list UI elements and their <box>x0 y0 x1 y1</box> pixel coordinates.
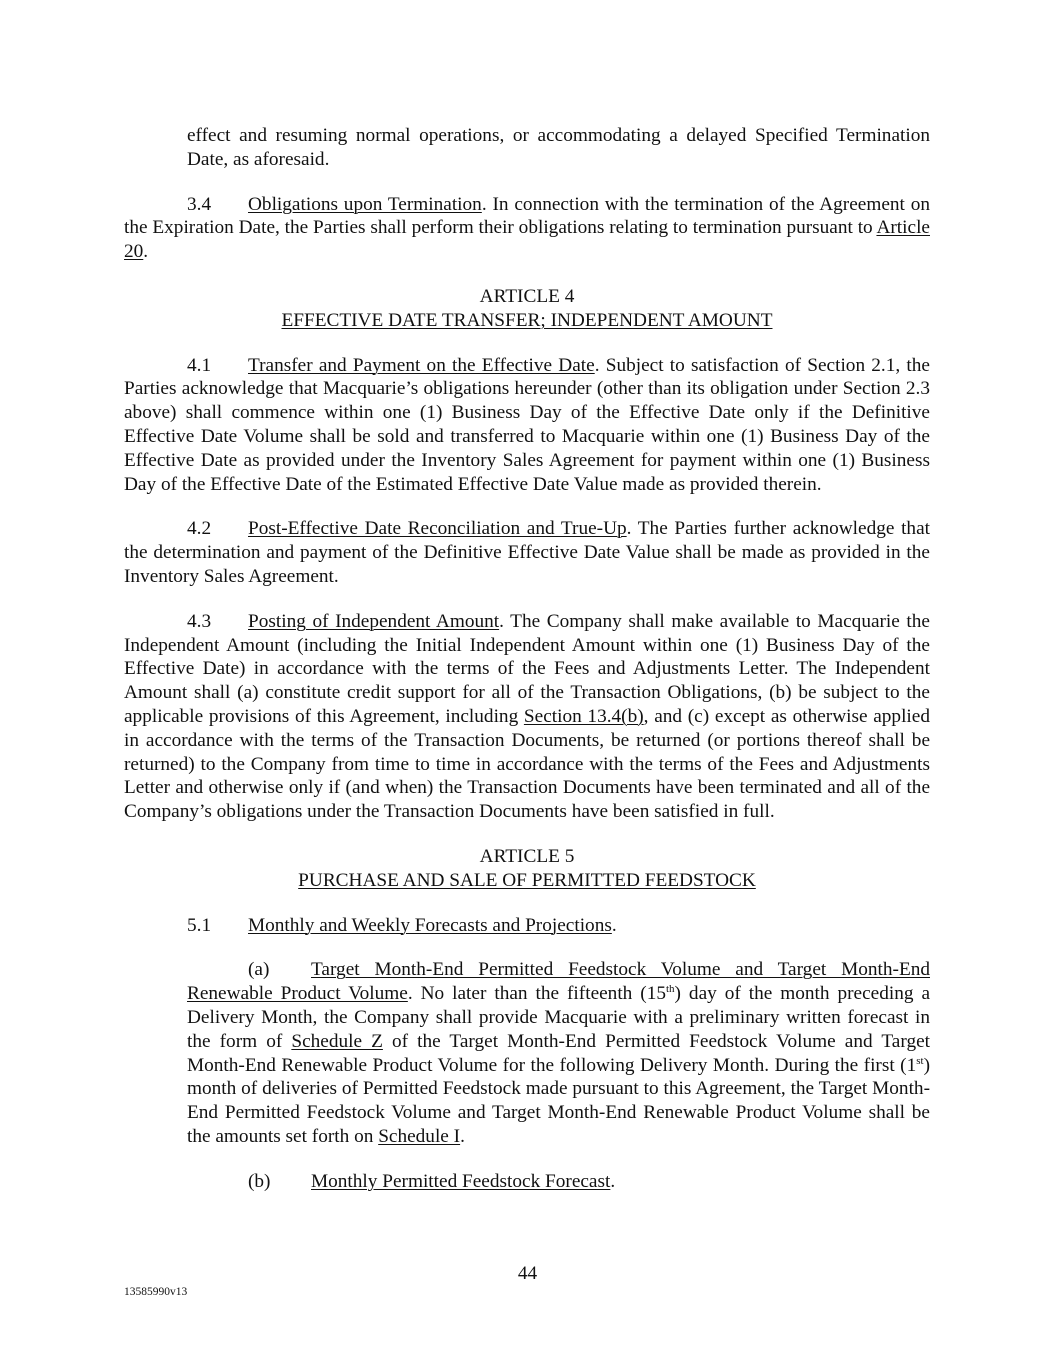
underlined-term: Posting of Independent Amount <box>248 610 500 632</box>
article-heading <box>124 285 930 333</box>
section-number: 4.2 <box>187 518 212 540</box>
article-number: ARTICLE 4 <box>479 285 575 307</box>
paragraph-text: of the Target Month-End Permitted Feedstock Volume and Target Month-End Renewable Product Volume for the following Delivery Month. During the first (1 <box>187 1030 930 1076</box>
section-number: 3.4 <box>187 193 212 215</box>
paragraph-text: effect and resuming normal operations, or accommodating a delayed Specified Termination Date, as aforesaid. <box>187 125 930 170</box>
underlined-term: Target Month-End Permitted Feedstock Volume and Target Month-End Renewable Product Volume <box>187 959 930 1005</box>
paragraph-text: . Subject to satisfaction of Section 2.1, the Parties acknowledge that Macquarie’s obligations hereunder (other than its obligation under Section 2.3 above) shall commence within one (1) Business Day of the Effective Date only if the Definitive Effective Date Volume shall be sold and transferred to Macquarie within one (1) Business Day of the Effective Date as provided under the Inventory Sales Agreement for payment within one (1) Business Day of the Effective Date of the Estimated Effective Date Value made as provided therein. <box>124 354 930 495</box>
document-id: 13585990v13 <box>124 1286 188 1298</box>
paragraph-text: ) month of deliveries of Permitted Feedstock made pursuant to this Agreement, the Target Month-End Permitted Feedstock Volume and Target Month-End Renewable Product Volume shall be the amounts set forth on <box>187 1054 930 1147</box>
section-number: 4.1 <box>187 354 212 376</box>
underlined-term: Monthly and Weekly Forecasts and Projections <box>248 914 612 936</box>
document-body <box>124 124 930 1214</box>
ordinal-suffix: st <box>916 1054 924 1067</box>
section-number: 5.1 <box>187 914 212 936</box>
underlined-term: Post-Effective Date Reconciliation and True-Up <box>248 518 627 540</box>
section-paragraph <box>187 958 930 1148</box>
section-number: 4.3 <box>187 610 212 632</box>
article-heading <box>124 845 930 893</box>
section-paragraph <box>124 914 930 938</box>
section-paragraph <box>124 354 930 497</box>
section-paragraph <box>124 193 930 264</box>
article-title: PURCHASE AND SALE OF PERMITTED FEEDSTOCK <box>298 869 756 891</box>
underlined-term: Schedule I <box>378 1125 461 1147</box>
paragraph-text: . The Parties further acknowledge that the determination and payment of the Definitive Effective Date Value shall be made as provided in the Inventory Sales Agreement. <box>124 518 930 587</box>
paragraph-text: . <box>143 241 149 263</box>
ordinal-suffix: th <box>665 983 675 996</box>
paragraph-text: . In connection with the termination of the Agreement on the Expiration Date, the Parties shall perform their obligations relating to termination pursuant to <box>124 193 931 239</box>
section-number: (a) <box>248 959 270 981</box>
paragraph-text: . No later than the fifteenth (15 <box>407 983 666 1005</box>
paragraph-text: . <box>610 1170 616 1192</box>
article-number: ARTICLE 5 <box>479 845 575 867</box>
paragraph-text: . <box>460 1125 465 1147</box>
underlined-term: Article 20 <box>124 217 930 263</box>
underlined-term: Section 13.4(b) <box>523 705 644 727</box>
section-paragraph <box>187 1170 930 1194</box>
underlined-term: Monthly Permitted Feedstock Forecast <box>311 1170 611 1192</box>
underlined-term: Schedule Z <box>291 1030 383 1052</box>
article-title: EFFECTIVE DATE TRANSFER; INDEPENDENT AMOUNT <box>281 309 773 331</box>
paragraph-text: . The Company shall make available to Macquarie the Independent Amount (including the Initial Independent Amount within one (1) Business Day of the Effective Date) in accordance with the terms of the Fees and Adjustments Letter. The Independent Amount shall (a) constitute credit support for all of the Transaction Obligations, (b) be subject to the applicable provisions of this Agreement, including <box>124 610 930 727</box>
section-paragraph <box>124 610 930 824</box>
paragraph-text: , and (c) except as otherwise applied in accordance with the terms of the Transaction Documents, be returned (or portions thereof shall be returned) to the Company from time to time in accordance with the terms of the Fees and Adjustments Letter and otherwise only if (and when) the Transaction Documents have been terminated and all of the Company’s obligations under the Transaction Documents have been satisfied in full. <box>124 705 930 823</box>
paragraph-text: ) day of the month preceding a Delivery Month, the Company shall provide Macquarie with a preliminary written forecast in the form of <box>187 983 931 1052</box>
page-number: 44 <box>517 1263 538 1284</box>
paragraph-text: . <box>611 914 617 936</box>
underlined-term: Obligations upon Termination <box>248 193 482 215</box>
section-number: (b) <box>248 1170 271 1192</box>
section-paragraph <box>124 517 930 588</box>
underlined-term: Transfer and Payment on the Effective Date <box>248 354 595 376</box>
section-paragraph <box>187 124 930 172</box>
